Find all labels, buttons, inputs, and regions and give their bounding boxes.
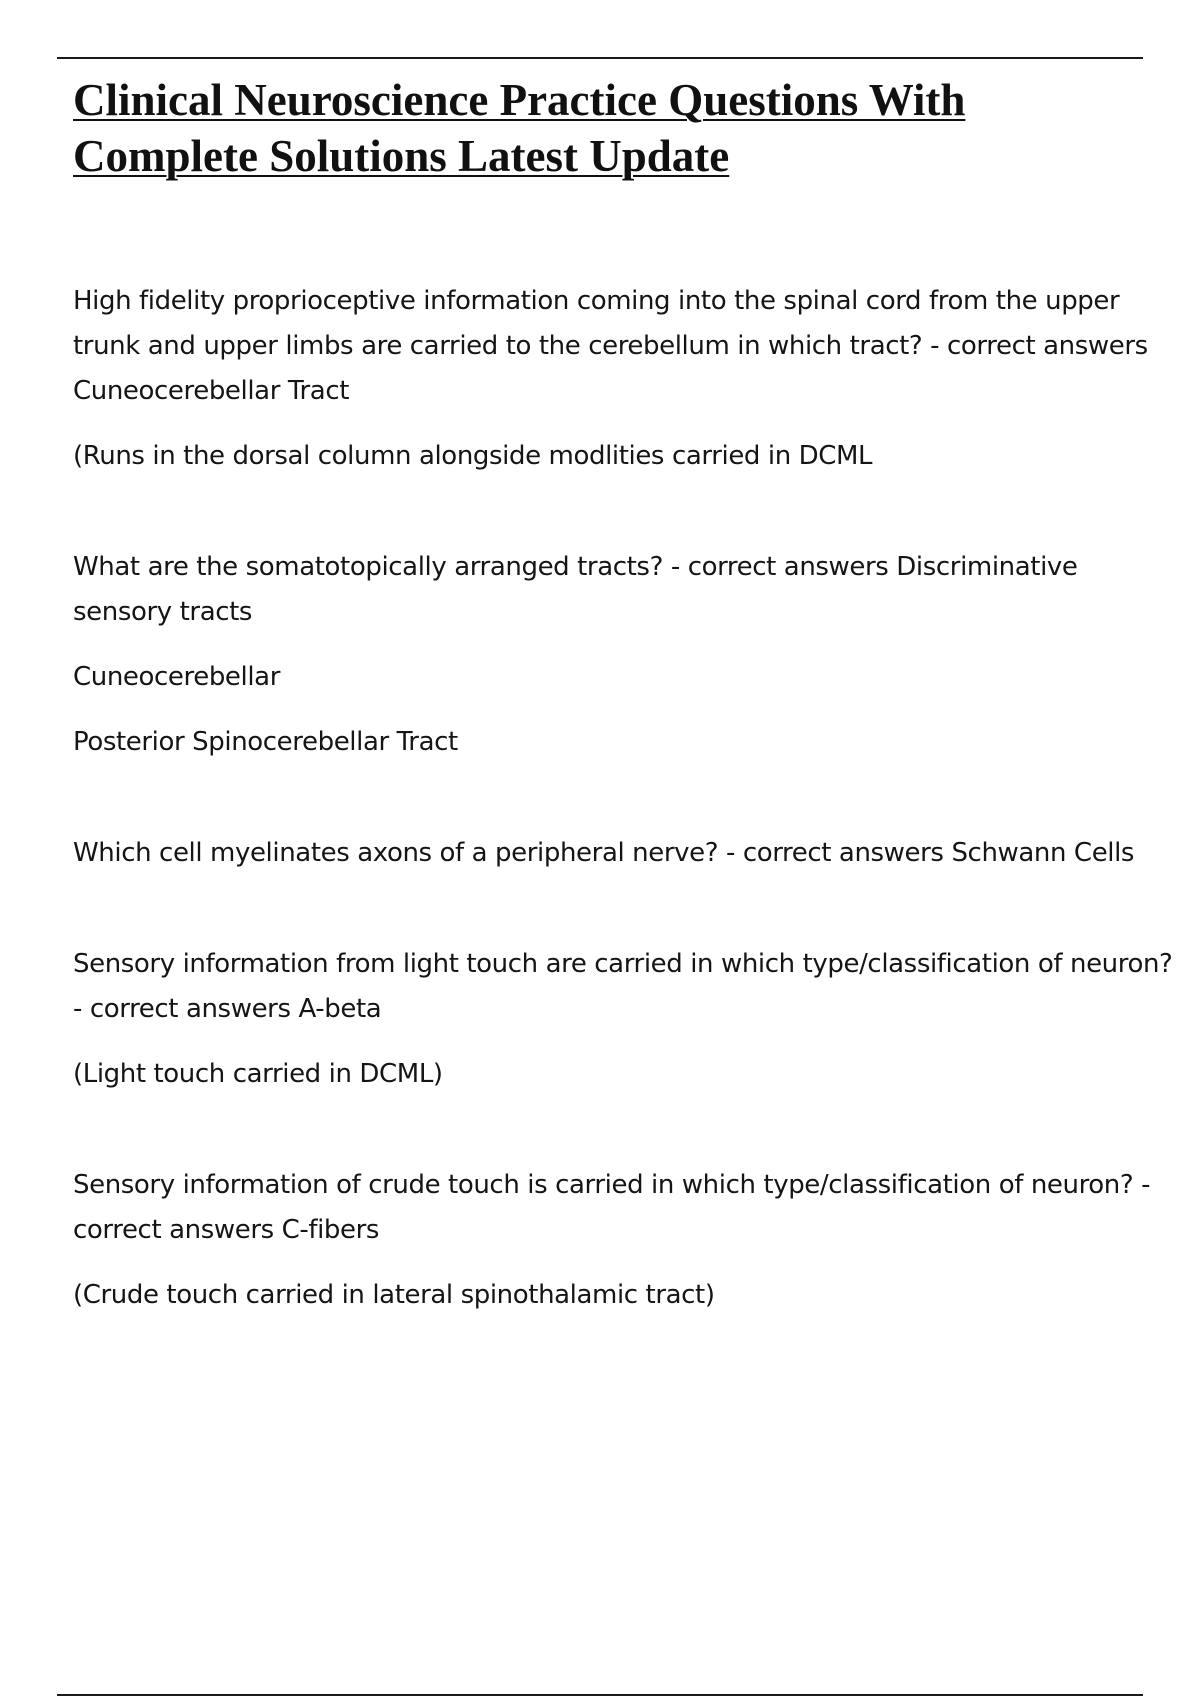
qa-item [73, 831, 1183, 876]
qa-item [73, 942, 1183, 1097]
question-text: Sensory information from light touch are carried in which type/classification of neuron? - correct answers A-beta [73, 949, 1173, 1024]
answer-note: (Runs in the dorsal column alongside modlities carried in DCML [73, 441, 873, 471]
answer-note: (Crude touch carried in lateral spinothalamic tract) [73, 1280, 715, 1310]
question-text: Which cell myelinates axons of a peripheral nerve? - correct answers Schwann Cells [73, 838, 1135, 868]
answer-note: Cuneocerebellar [73, 662, 280, 692]
document-body [73, 72, 1183, 1384]
top-rule [57, 57, 1143, 59]
qa-item [73, 545, 1183, 765]
question-text: What are the somatotopically arranged tracts? - correct answers Discriminative sensory tracts [73, 552, 1078, 627]
qa-item [73, 279, 1183, 479]
bottom-rule [57, 1694, 1143, 1696]
answer-note: (Light touch carried in DCML) [73, 1059, 443, 1089]
qa-list [73, 279, 1183, 1318]
answer-note: Posterior Spinocerebellar Tract [73, 727, 458, 757]
question-text: High fidelity proprioceptive information coming into the spinal cord from the upper trunk and upper limbs are carried to the cerebellum in which tract? - correct answers Cuneocerebellar Tract [73, 286, 1148, 406]
title-line-1: Clinical Neuroscience Practice Questions With [73, 75, 966, 125]
qa-item [73, 1163, 1183, 1318]
title-line-2: Complete Solutions Latest Update [73, 131, 730, 181]
question-text: Sensory information of crude touch is carried in which type/classification of neuron? - correct answers C-fibers [73, 1170, 1151, 1245]
document-title [73, 72, 1073, 184]
